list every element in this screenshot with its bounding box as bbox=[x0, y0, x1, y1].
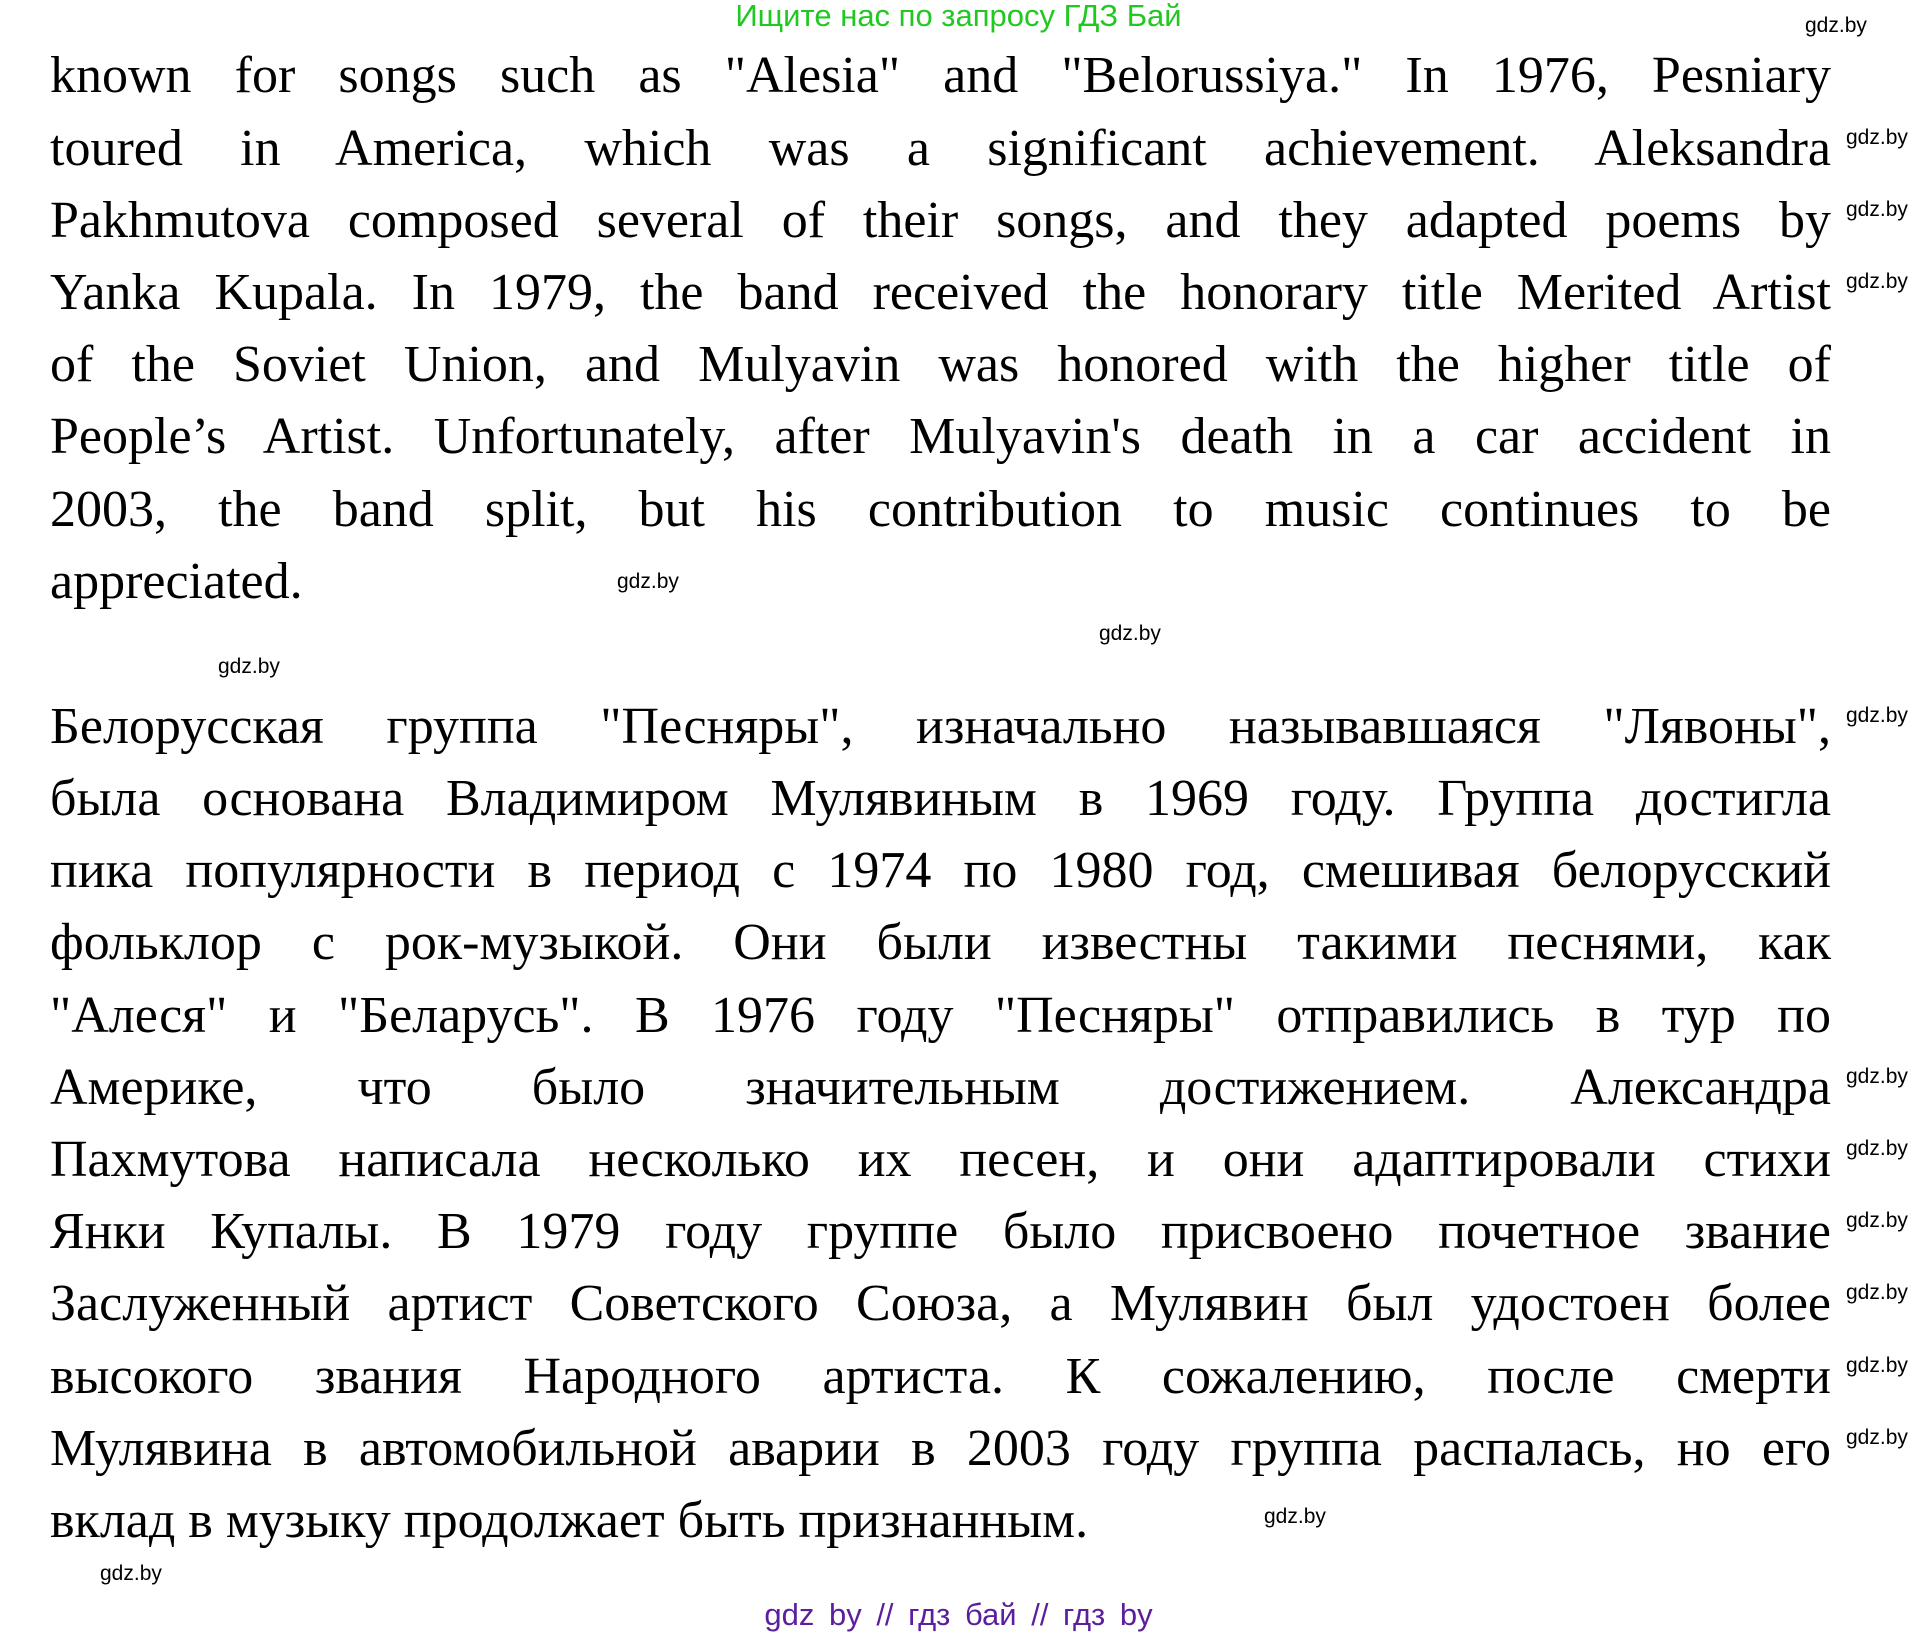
watermark: gdz.by bbox=[1846, 1281, 1908, 1304]
watermark: gdz.by bbox=[100, 1562, 162, 1585]
text-line: пика популярности в период с 1974 по 1980 год, смешивая белорусский bbox=[50, 842, 1831, 899]
text-line: of the Soviet Union, and Mulyavin was honored with the higher title of bbox=[50, 336, 1831, 393]
watermark: gdz.by bbox=[1846, 1426, 1908, 1449]
watermark: gdz.by bbox=[617, 570, 679, 593]
footer-links: gdz by // гдз бай // гдз by bbox=[764, 1597, 1153, 1632]
watermark: gdz.by bbox=[1846, 704, 1908, 727]
watermark: gdz.by bbox=[1846, 126, 1908, 149]
search-banner: Ищите нас по запросу ГДЗ Бай bbox=[735, 0, 1182, 33]
watermark: gdz.by bbox=[218, 655, 280, 678]
text-line: People’s Artist. Unfortunately, after Mulyavin's death in a car accident in bbox=[50, 408, 1831, 465]
watermark: gdz.by bbox=[1099, 622, 1161, 645]
text-line: Заслуженный артист Советского Союза, а Мулявин был удостоен более bbox=[50, 1275, 1831, 1332]
text-line: вклад в музыку продолжает быть признанным. bbox=[50, 1492, 1089, 1549]
text-line: Мулявина в автомобильной аварии в 2003 году группа распалась, но его bbox=[50, 1420, 1831, 1477]
watermark: gdz.by bbox=[1846, 1209, 1908, 1232]
watermark: gdz.by bbox=[1805, 14, 1867, 37]
text-line: высокого звания Народного артиста. К сожалению, после смерти bbox=[50, 1348, 1831, 1405]
watermark: gdz.by bbox=[1846, 1137, 1908, 1160]
text-line: Янки Купалы. В 1979 году группе было присвоено почетное звание bbox=[50, 1203, 1831, 1260]
text-line: known for songs such as "Alesia" and "Belorussiya." In 1976, Pesniary bbox=[50, 47, 1831, 104]
text-line: Белорусская группа "Песняры", изначально называвшаяся "Лявоны", bbox=[50, 698, 1831, 755]
watermark: gdz.by bbox=[1846, 270, 1908, 293]
text-line: Yanka Kupala. In 1979, the band received the honorary title Merited Artist bbox=[50, 264, 1831, 321]
text-line: toured in America, which was a significant achievement. Aleksandra bbox=[50, 120, 1831, 177]
text-line: appreciated. bbox=[50, 553, 303, 610]
text-line: Америке, что было значительным достижением. Александра bbox=[50, 1059, 1831, 1116]
watermark: gdz.by bbox=[1846, 1065, 1908, 1088]
text-line: фольклор с рок-музыкой. Они были известны такими песнями, как bbox=[50, 914, 1831, 971]
text-line: Pakhmutova composed several of their songs, and they adapted poems by bbox=[50, 192, 1831, 249]
text-line: "Алеся" и "Беларусь". В 1976 году "Песняры" отправились в тур по bbox=[50, 987, 1831, 1044]
text-line: 2003, the band split, but his contribution to music continues to be bbox=[50, 481, 1831, 538]
text-line: Пахмутова написала несколько их песен, и они адаптировали стихи bbox=[50, 1131, 1831, 1188]
watermark: gdz.by bbox=[1846, 1354, 1908, 1377]
watermark: gdz.by bbox=[1846, 198, 1908, 221]
text-line: была основана Владимиром Мулявиным в 1969 году. Группа достигла bbox=[50, 770, 1831, 827]
watermark: gdz.by bbox=[1264, 1505, 1326, 1528]
